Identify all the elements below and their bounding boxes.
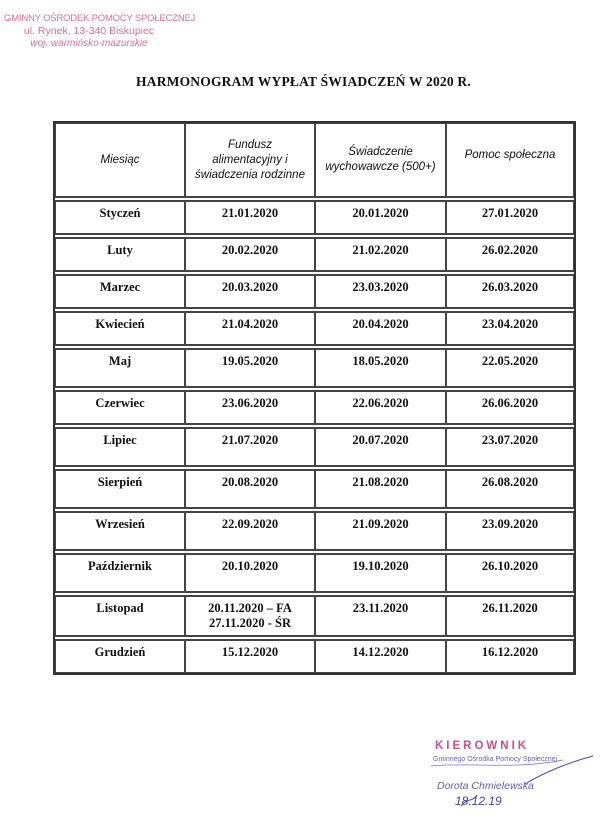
cell-edu-text: 20.07.2020 — [352, 433, 409, 447]
cell-social-text: 26.10.2020 — [481, 559, 539, 573]
cell-month-text: Listopad — [96, 601, 144, 615]
cell-edu — [315, 275, 446, 308]
table-header-row — [55, 123, 574, 197]
cell-fund-text: 20.11.2020 – FA — [208, 601, 292, 615]
cell-edu-text: 22.06.2020 — [352, 396, 409, 410]
table-row — [55, 391, 574, 424]
cell-social-text: 26.03.2020 — [481, 280, 539, 294]
table-body — [55, 197, 574, 673]
stamp-line-2: ul. Rynek, 13-340 Biskupiec — [23, 25, 155, 37]
cell-month — [55, 391, 185, 424]
cell-social-text: 26.02.2020 — [481, 243, 539, 257]
cell-month-text: Październik — [88, 559, 152, 573]
cell-fund — [185, 275, 315, 308]
cell-month-text: Sierpień — [97, 475, 143, 489]
cell-month-text: Maj — [108, 354, 132, 368]
cell-social-text: 23.04.2020 — [481, 317, 539, 331]
header-social: Pomoc społeczna — [446, 123, 574, 197]
table-row — [55, 312, 574, 345]
cell-edu — [315, 470, 446, 508]
cell-edu — [315, 349, 446, 387]
cell-month — [55, 238, 185, 271]
cell-social-text: 27.01.2020 — [481, 206, 539, 220]
cell-social — [446, 312, 574, 345]
institution-stamp — [4, 13, 196, 49]
cell-social — [446, 512, 574, 550]
table-row — [55, 512, 574, 550]
cell-fund-text: 21.01.2020 — [221, 206, 279, 220]
table-row — [55, 470, 574, 508]
cell-social — [446, 596, 574, 636]
header-fund-text: Fundusz alimentacyjny i świadczenia rodzinne — [195, 138, 305, 181]
cell-social — [446, 201, 574, 234]
table-row — [55, 554, 574, 592]
cell-fund-text: 21.04.2020 — [221, 317, 279, 331]
cell-social-text: 16.12.2020 — [481, 645, 539, 659]
cell-fund — [185, 428, 315, 466]
cell-edu-text: 20.04.2020 — [352, 317, 409, 331]
cell-edu — [315, 512, 446, 550]
stamp-line-1: GMINNY OŚRODEK POMOCY SPOŁECZNEJ — [4, 13, 196, 24]
signature-name: Dorota Chmielewska — [437, 780, 534, 792]
signature-block — [395, 740, 595, 810]
cell-edu — [315, 312, 446, 345]
table-row — [55, 428, 574, 466]
cell-month — [55, 512, 185, 550]
cell-fund-text: 21.07.2020 — [221, 433, 279, 447]
cell-fund-text: 20.10.2020 — [221, 559, 279, 573]
cell-fund-text: 20.02.2020 — [221, 243, 279, 257]
cell-month — [55, 201, 185, 234]
cell-edu — [315, 391, 446, 424]
cell-fund-text: 19.05.2020 — [221, 354, 279, 368]
cell-social-text: 22.05.2020 — [481, 354, 539, 368]
cell-edu-text: 14.12.2020 — [352, 645, 409, 659]
cell-edu — [315, 238, 446, 271]
cell-fund — [185, 312, 315, 345]
cell-month-text: Marzec — [99, 280, 141, 294]
cell-edu-text: 23.03.2020 — [352, 280, 409, 294]
cell-edu-text: 21.09.2020 — [352, 517, 409, 531]
cell-fund-text: 15.12.2020 — [221, 645, 279, 659]
cell-edu — [315, 596, 446, 636]
cell-month-text: Grudzień — [94, 645, 146, 659]
cell-social-text: 26.11.2020 — [482, 601, 538, 615]
cell-fund — [185, 596, 315, 636]
table-row — [55, 238, 574, 271]
cell-month — [55, 275, 185, 308]
document-title: HARMONOGRAM WYPŁAT ŚWIADCZEŃ W 2020 R. — [136, 74, 471, 89]
header-fund — [185, 123, 315, 197]
cell-fund — [185, 391, 315, 424]
cell-month — [55, 349, 185, 387]
cell-fund-text: 20.08.2020 — [221, 475, 279, 489]
cell-fund — [185, 201, 315, 234]
cell-edu-text: 21.08.2020 — [352, 475, 409, 489]
cell-edu — [315, 554, 446, 592]
cell-month-text: Kwiecień — [95, 317, 145, 331]
cell-month-text: Czerwiec — [95, 396, 145, 410]
signature-stamp-title: KIEROWNIK — [435, 740, 530, 752]
cell-fund — [185, 470, 315, 508]
cell-fund — [185, 554, 315, 592]
cell-fund — [185, 238, 315, 271]
cell-social-text: 26.06.2020 — [481, 396, 539, 410]
cell-edu — [315, 428, 446, 466]
table-row — [55, 275, 574, 308]
cell-fund-text: 23.06.2020 — [221, 396, 279, 410]
cell-social — [446, 391, 574, 424]
signature-stamp-sub: Gminnego Ośrodka Pomocy Społecznej — [433, 756, 558, 763]
cell-edu-text: 20.01.2020 — [352, 206, 409, 220]
table-row — [55, 349, 574, 387]
cell-social-text: 23.09.2020 — [481, 517, 539, 531]
cell-edu — [315, 640, 446, 673]
cell-social — [446, 470, 574, 508]
cell-month — [55, 640, 185, 673]
cell-social — [446, 238, 574, 271]
cell-month — [55, 428, 185, 466]
cell-edu-text: 19.10.2020 — [352, 559, 409, 573]
cell-month-text: Lipiec — [103, 433, 137, 447]
cell-month — [55, 470, 185, 508]
cell-month-text: Styczeń — [99, 206, 141, 220]
header-month: Miesiąc — [55, 123, 185, 197]
cell-fund — [185, 349, 315, 387]
cell-month-text: Wrzesień — [95, 517, 145, 531]
cell-fund-text: 22.09.2020 — [221, 517, 279, 531]
table-row — [55, 596, 574, 636]
cell-month — [55, 312, 185, 345]
cell-edu — [315, 201, 446, 234]
cell-month — [55, 596, 185, 636]
cell-fund-text-2: 27.11.2020 - ŚR — [209, 616, 291, 630]
cell-social — [446, 275, 574, 308]
cell-social-text: 23.07.2020 — [481, 433, 539, 447]
header-edu-text: Świadczenie wychowawcze (500+) — [325, 146, 436, 173]
cell-fund — [185, 512, 315, 550]
cell-social — [446, 640, 574, 673]
stamp-line-3: woj. warmińsko-mazurskie — [30, 38, 148, 49]
cell-edu-text: 23.11.2020 — [352, 601, 409, 615]
schedule-table-wrap — [53, 121, 576, 675]
cell-social — [446, 428, 574, 466]
cell-edu-text: 18.05.2020 — [352, 354, 409, 368]
cell-month — [55, 554, 185, 592]
schedule-table — [53, 121, 576, 675]
cell-fund-text: 20.03.2020 — [221, 280, 279, 294]
cell-social — [446, 349, 574, 387]
cell-fund — [185, 640, 315, 673]
table-row — [55, 640, 574, 673]
signature-date: 18.12.19 — [455, 794, 502, 808]
cell-edu-text: 21.02.2020 — [352, 243, 409, 257]
header-edu — [315, 123, 446, 197]
table-row — [55, 201, 574, 234]
cell-month-text: Luty — [107, 243, 133, 257]
cell-social — [446, 554, 574, 592]
cell-social-text: 26.08.2020 — [481, 475, 539, 489]
